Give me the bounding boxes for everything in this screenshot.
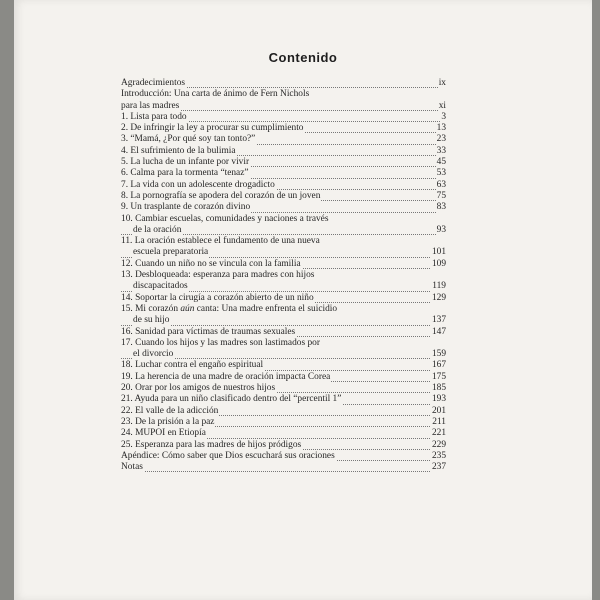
toc-entry-title: 12. Cuando un niño no se vincula con la familia — [121, 258, 301, 269]
toc-entry-title: Notas — [121, 462, 143, 473]
toc-entry — [121, 236, 446, 247]
toc-entry-page: 63 — [436, 179, 446, 190]
toc-entry-title: 9. Un trasplante de corazón divino — [121, 202, 251, 213]
toc-entry-title: 1. Lista para todo — [121, 111, 187, 122]
toc-entry-title: 10. Cambiar escuelas, comunidades y naciones a través — [121, 213, 329, 224]
toc-entry-title: 2. De infringir la ley a procurar su cumplimiento — [121, 123, 304, 134]
toc-entry-title: 15. Mi corazón aún canta: Una madre enfrenta el suicidio — [121, 303, 338, 314]
toc-entry-title: 20. Orar por los amigos de nuestros hijos — [121, 383, 276, 394]
toc-entry-title: Agradecimientos — [121, 78, 186, 88]
toc-entry — [121, 123, 446, 134]
toc-entry-page: 53 — [436, 168, 446, 179]
toc-entry-title: discapacitados — [133, 281, 188, 292]
toc-entry-title: Apéndice: Cómo saber que Dios escuchará sus oraciones — [121, 450, 335, 461]
toc-entry-page: 33 — [436, 145, 446, 156]
toc-entry-title: Introducción: Una carta de ánimo de Fern Nichols — [121, 89, 310, 100]
toc-entry — [121, 462, 446, 473]
toc-entry-title: 19. La herencia de una madre de oración impacta Corea — [121, 371, 331, 382]
toc-entry-page: 211 — [432, 416, 446, 427]
toc-entry-page: 109 — [431, 258, 446, 269]
toc-entry — [121, 372, 446, 383]
toc-entry-title: 23. De la prisión a la paz — [121, 416, 215, 427]
toc-entry-page: 45 — [436, 157, 446, 168]
toc-entry — [121, 417, 446, 428]
toc-entry-page: 75 — [436, 190, 446, 201]
toc-entry — [121, 440, 446, 451]
toc-entry — [121, 89, 446, 100]
toc-entry-title: 6. Calma para la tormenta “tenaz” — [121, 168, 249, 179]
toc-entry — [121, 270, 446, 281]
toc-entry — [121, 383, 446, 394]
toc-entry — [121, 360, 446, 371]
toc-entry-page: 229 — [431, 439, 446, 450]
toc-entry-title: el divorcio — [133, 349, 174, 360]
toc-entry — [121, 349, 446, 360]
toc-entry — [121, 293, 446, 304]
toc-entry — [121, 315, 446, 326]
toc-entry — [121, 146, 446, 157]
toc-entry-page: 23 — [436, 134, 446, 145]
toc-entry — [121, 406, 446, 417]
toc-entry — [121, 180, 446, 191]
toc-entry-page: 119 — [432, 281, 446, 292]
toc-entry — [121, 202, 446, 213]
toc-entry-title: 25. Esperanza para las madres de hijos pródigos — [121, 439, 302, 450]
toc-entry-title: 13. Desbloqueada: esperanza para madres con hijos — [121, 270, 315, 281]
toc-entry-page: 137 — [431, 315, 446, 326]
toc-entry-title: 22. El valle de la adicción — [121, 405, 219, 416]
toc-entry — [121, 428, 446, 439]
table-of-contents — [121, 78, 446, 473]
page-title: Contenido — [268, 50, 338, 65]
toc-entry — [121, 157, 446, 168]
toc-entry — [121, 327, 446, 338]
toc-entry — [121, 225, 446, 236]
toc-entry-page: 93 — [436, 224, 446, 235]
toc-entry-title: 3. “Mamá, ¿Por qué soy tan tonto?” — [121, 134, 256, 145]
toc-entry-page: 3 — [441, 111, 446, 122]
toc-entry-page: 235 — [431, 450, 446, 461]
toc-entry-title: 16. Sanidad para víctimas de traumas sexuales — [121, 326, 296, 337]
toc-entry-title: de su hijo — [133, 315, 170, 326]
toc-entry-page: 83 — [436, 202, 446, 213]
toc-entry-page: 147 — [431, 326, 446, 337]
toc-entry-title: escuela preparatoria — [133, 247, 209, 258]
toc-entry — [121, 338, 446, 349]
toc-entry — [121, 247, 446, 258]
toc-entry-page: ix — [438, 78, 446, 88]
toc-entry-page: 13 — [436, 123, 446, 134]
toc-entry-page: 201 — [431, 405, 446, 416]
book-page — [14, 0, 592, 600]
toc-entry — [121, 304, 446, 315]
toc-entry — [121, 78, 446, 89]
toc-entry-page: 159 — [431, 349, 446, 360]
toc-entry-title: 17. Cuando los hijos y las madres son lastimados por — [121, 337, 320, 348]
toc-entry — [121, 394, 446, 405]
toc-entry — [121, 101, 446, 112]
toc-entry-title: 11. La oración establece el fundamento de una nueva — [121, 236, 320, 247]
toc-entry — [121, 259, 446, 270]
toc-entry-page: 175 — [431, 371, 446, 382]
toc-entry-title: para las madres — [121, 100, 180, 111]
toc-entry — [121, 451, 446, 462]
toc-entry-page: 221 — [431, 428, 446, 439]
toc-entry — [121, 134, 446, 145]
toc-entry-page: 101 — [431, 247, 446, 258]
toc-entry-title: 7. La vida con un adolescente drogadicto — [121, 179, 275, 190]
toc-entry-page: 193 — [431, 394, 446, 405]
toc-entry — [121, 281, 446, 292]
toc-entry-page: 129 — [431, 292, 446, 303]
toc-entry — [121, 168, 446, 179]
toc-entry — [121, 191, 446, 202]
toc-entry-page: 237 — [431, 462, 446, 473]
toc-entry-title: 4. El sufrimiento de la bulimia — [121, 145, 236, 156]
toc-entry-page: xi — [438, 100, 446, 111]
toc-entry-page: 185 — [431, 383, 446, 394]
toc-entry-title: 24. MUPOI en Etiopía — [121, 428, 206, 439]
toc-entry-title: 21. Ayuda para un niño clasificado dentro del “percentil 1” — [121, 394, 342, 405]
toc-entry-title: 14. Soportar la cirugía a corazón abierto de un niño — [121, 292, 314, 303]
toc-entry-title: de la oración — [133, 224, 182, 235]
toc-entry — [121, 214, 446, 225]
toc-entry-title: 5. La lucha de un infante por vivir — [121, 157, 250, 168]
toc-entry — [121, 112, 446, 123]
toc-entry-page: 167 — [431, 360, 446, 371]
toc-entry-title: 18. Luchar contra el engaño espiritual — [121, 360, 264, 371]
toc-entry-title: 8. La pornografía se apodera del corazón de un joven — [121, 190, 321, 201]
